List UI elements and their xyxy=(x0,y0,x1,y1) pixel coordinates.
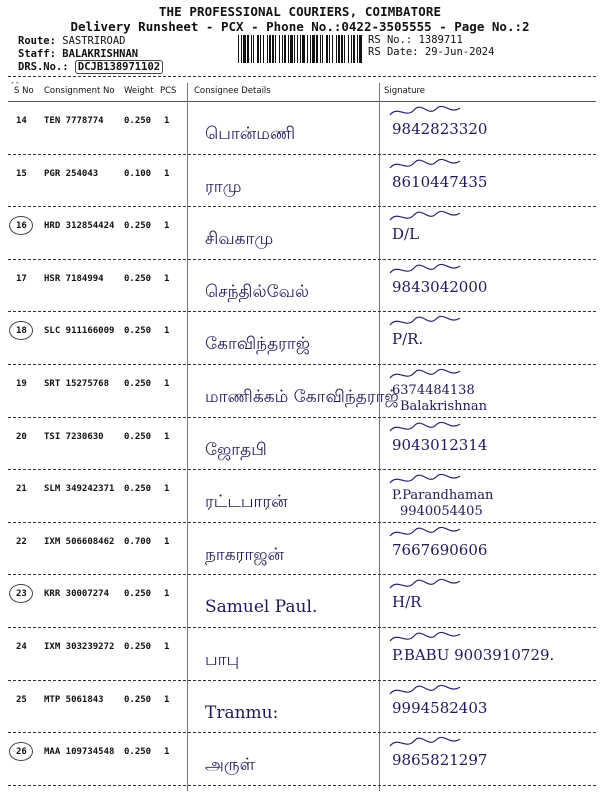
row-consignee-name: Tranmu: xyxy=(205,702,279,723)
col-header-consignee: Consignee Details xyxy=(194,86,271,96)
staff-label: Staff: xyxy=(18,48,56,60)
row-pcs: 1 xyxy=(164,694,170,705)
row-pcs: 1 xyxy=(164,747,170,758)
handwritten-signature-scribble xyxy=(388,736,468,750)
row-weight: 0.250 xyxy=(124,273,152,284)
row-weight: 0.250 xyxy=(124,589,152,600)
row-signature-text: 9865821297 xyxy=(392,751,488,770)
row-divider xyxy=(8,627,596,628)
row-pcs: 1 xyxy=(164,536,170,547)
row-divider xyxy=(8,364,596,365)
row-pcs: 1 xyxy=(164,168,170,179)
row-weight: 0.250 xyxy=(124,694,152,705)
row-signature-text: 9043012314 xyxy=(392,435,488,454)
row-pcs: 1 xyxy=(164,431,170,442)
handwritten-signature-scribble xyxy=(388,105,468,119)
row-pcs: 1 xyxy=(164,221,170,232)
row-sno: 22 xyxy=(16,536,27,547)
row-pcs: 1 xyxy=(164,589,170,600)
row-signature-text: P.Parandhaman xyxy=(392,488,494,504)
row-divider xyxy=(8,259,596,260)
row-weight: 0.250 xyxy=(124,326,152,337)
row-divider xyxy=(8,154,596,155)
row-signature-text: Balakrishnan xyxy=(400,399,488,414)
company-title: THE PROFESSIONAL COURIERS, COIMBATORE xyxy=(158,4,442,19)
col-header-weight: Weight xyxy=(124,86,154,96)
row-sno: 23 xyxy=(16,589,27,600)
row-sno: 16 xyxy=(16,221,27,232)
row-divider xyxy=(8,469,596,470)
row-consignment-no: MAA 109734548 xyxy=(44,747,115,758)
drs-line xyxy=(18,61,163,73)
row-weight: 0.250 xyxy=(124,431,152,442)
row-divider xyxy=(8,206,596,207)
row-consignment-no: TEN 7778774 xyxy=(44,116,104,126)
row-consignee-name: பொன்மணி xyxy=(205,124,296,144)
signature-column-divider xyxy=(379,83,380,791)
row-sno: 20 xyxy=(16,431,27,442)
row-signature-text: P/R. xyxy=(392,330,424,349)
row-signature-text: 9842823320 xyxy=(392,120,488,138)
handwritten-signature-scribble xyxy=(388,631,468,645)
handwritten-signature-scribble xyxy=(388,473,468,487)
handwritten-signature-scribble xyxy=(388,578,468,592)
row-consignment-no: IXM 303239272 xyxy=(44,642,115,652)
row-signature-text: 9843042000 xyxy=(392,277,488,296)
table-top-rule xyxy=(8,76,596,77)
row-consignee-name: மாணிக்கம் கோவிந்தராஜ் xyxy=(205,387,399,407)
row-sno: 25 xyxy=(16,694,27,705)
table-header-rule xyxy=(8,101,596,102)
staff-line xyxy=(18,48,138,60)
row-pcs: 1 xyxy=(164,484,170,495)
handwritten-signature-scribble xyxy=(388,263,468,277)
barcode xyxy=(238,35,362,63)
col-header-consignment: Consignment No xyxy=(44,86,115,96)
row-signature-text: 8610447435 xyxy=(392,172,488,191)
row-weight: 0.250 xyxy=(124,116,152,126)
row-divider xyxy=(8,732,596,733)
row-pcs: 1 xyxy=(164,116,170,126)
row-signature-text: 6374484138 xyxy=(392,383,475,398)
row-weight: 0.250 xyxy=(124,484,152,495)
row-weight: 0.700 xyxy=(124,536,152,547)
row-divider xyxy=(8,785,596,786)
row-divider xyxy=(8,680,596,681)
rs-date: RS Date: 29-Jun-2024 xyxy=(368,46,495,58)
row-divider xyxy=(8,417,596,418)
row-pcs: 1 xyxy=(164,326,170,337)
row-sno: 19 xyxy=(16,379,27,389)
route-line xyxy=(18,35,125,47)
col-header-pcs: PCS xyxy=(160,86,177,96)
row-consignee-name: பாபு xyxy=(205,650,240,670)
row-consignee-name: Samuel Paul. xyxy=(205,597,318,618)
col-header-sno: S No xyxy=(14,86,34,96)
row-weight: 0.250 xyxy=(124,221,152,232)
handwritten-signature-scribble xyxy=(388,421,468,435)
row-consignee-name: ரட்டபாரன் xyxy=(205,492,288,513)
row-consignee-name: நாகராஜன் xyxy=(205,544,284,565)
rs-number: RS No.: 1389711 xyxy=(368,34,463,46)
row-sno: 26 xyxy=(16,747,27,758)
handwritten-signature-scribble xyxy=(388,368,468,382)
row-consignment-no: HSR 7184994 xyxy=(44,273,104,284)
row-sno: 17 xyxy=(16,273,27,284)
row-sno: 18 xyxy=(16,326,27,337)
row-divider xyxy=(8,522,596,523)
row-sno: 24 xyxy=(16,642,27,652)
row-consignment-no: TSI 7230630 xyxy=(44,431,104,442)
row-consignment-no: HRD 312854424 xyxy=(44,221,115,232)
row-consignee-name: அருள் xyxy=(205,755,255,776)
handwritten-signature-scribble xyxy=(388,315,468,329)
route-label: Route: xyxy=(18,35,56,47)
row-pcs: 1 xyxy=(164,273,170,284)
consignee-column-divider xyxy=(187,83,188,791)
handwritten-signature-scribble xyxy=(388,158,468,172)
handwritten-signature-scribble xyxy=(388,210,468,224)
row-sno: 21 xyxy=(16,484,27,495)
row-signature-text: 7667690606 xyxy=(392,540,488,559)
row-sno: 14 xyxy=(16,116,27,126)
row-consignee-name: சிவகாமு xyxy=(205,229,274,250)
row-signature-text: H/R xyxy=(392,593,422,612)
handwritten-signature-scribble xyxy=(388,684,468,698)
row-pcs: 1 xyxy=(164,642,170,652)
row-signature-text: 9994582403 xyxy=(392,698,488,717)
row-signature-text: P.BABU 9003910729. xyxy=(392,646,555,664)
row-weight: 0.250 xyxy=(124,642,152,652)
row-consignee-name: கோவிந்தராஜ் xyxy=(205,334,310,355)
row-signature-text: D/L xyxy=(392,225,420,244)
row-consignee-name: ஜோதபி xyxy=(205,439,267,460)
row-signature-text: 9940054405 xyxy=(400,504,483,520)
drs-label: DRS.No.: xyxy=(18,61,69,73)
row-consignment-no: IXM 506608462 xyxy=(44,536,115,547)
runsheet-title: Delivery Runsheet - PCX - Phone No.:0422-3505555 - Page No.:2 xyxy=(70,19,530,34)
row-consignee-name: செந்தில்வேல் xyxy=(205,281,310,302)
row-weight: 0.250 xyxy=(124,747,152,758)
row-divider xyxy=(8,574,596,575)
staff-value: BALAKRISHNAN xyxy=(62,48,139,60)
row-pcs: 1 xyxy=(164,379,170,389)
row-weight: 0.100 xyxy=(124,168,152,179)
row-weight: 0.250 xyxy=(124,379,152,389)
col-header-signature: Signature xyxy=(384,86,426,96)
drs-value: DCJB138971102 xyxy=(75,60,163,74)
row-consignment-no: MTP 5061843 xyxy=(44,694,104,705)
row-consignee-name: ராமு xyxy=(205,176,242,197)
row-divider xyxy=(8,311,596,312)
handwritten-signature-scribble xyxy=(388,526,468,540)
row-consignment-no: KRR 30007274 xyxy=(44,589,110,600)
route-value: SASTRIROAD xyxy=(62,35,126,47)
row-consignment-no: SLM 349242371 xyxy=(44,484,115,495)
row-consignment-no: SRT 15275768 xyxy=(44,379,110,389)
row-consignment-no: SLC 911166009 xyxy=(44,326,115,337)
row-sno: 15 xyxy=(16,168,27,179)
row-consignment-no: PGR 254043 xyxy=(44,168,99,179)
